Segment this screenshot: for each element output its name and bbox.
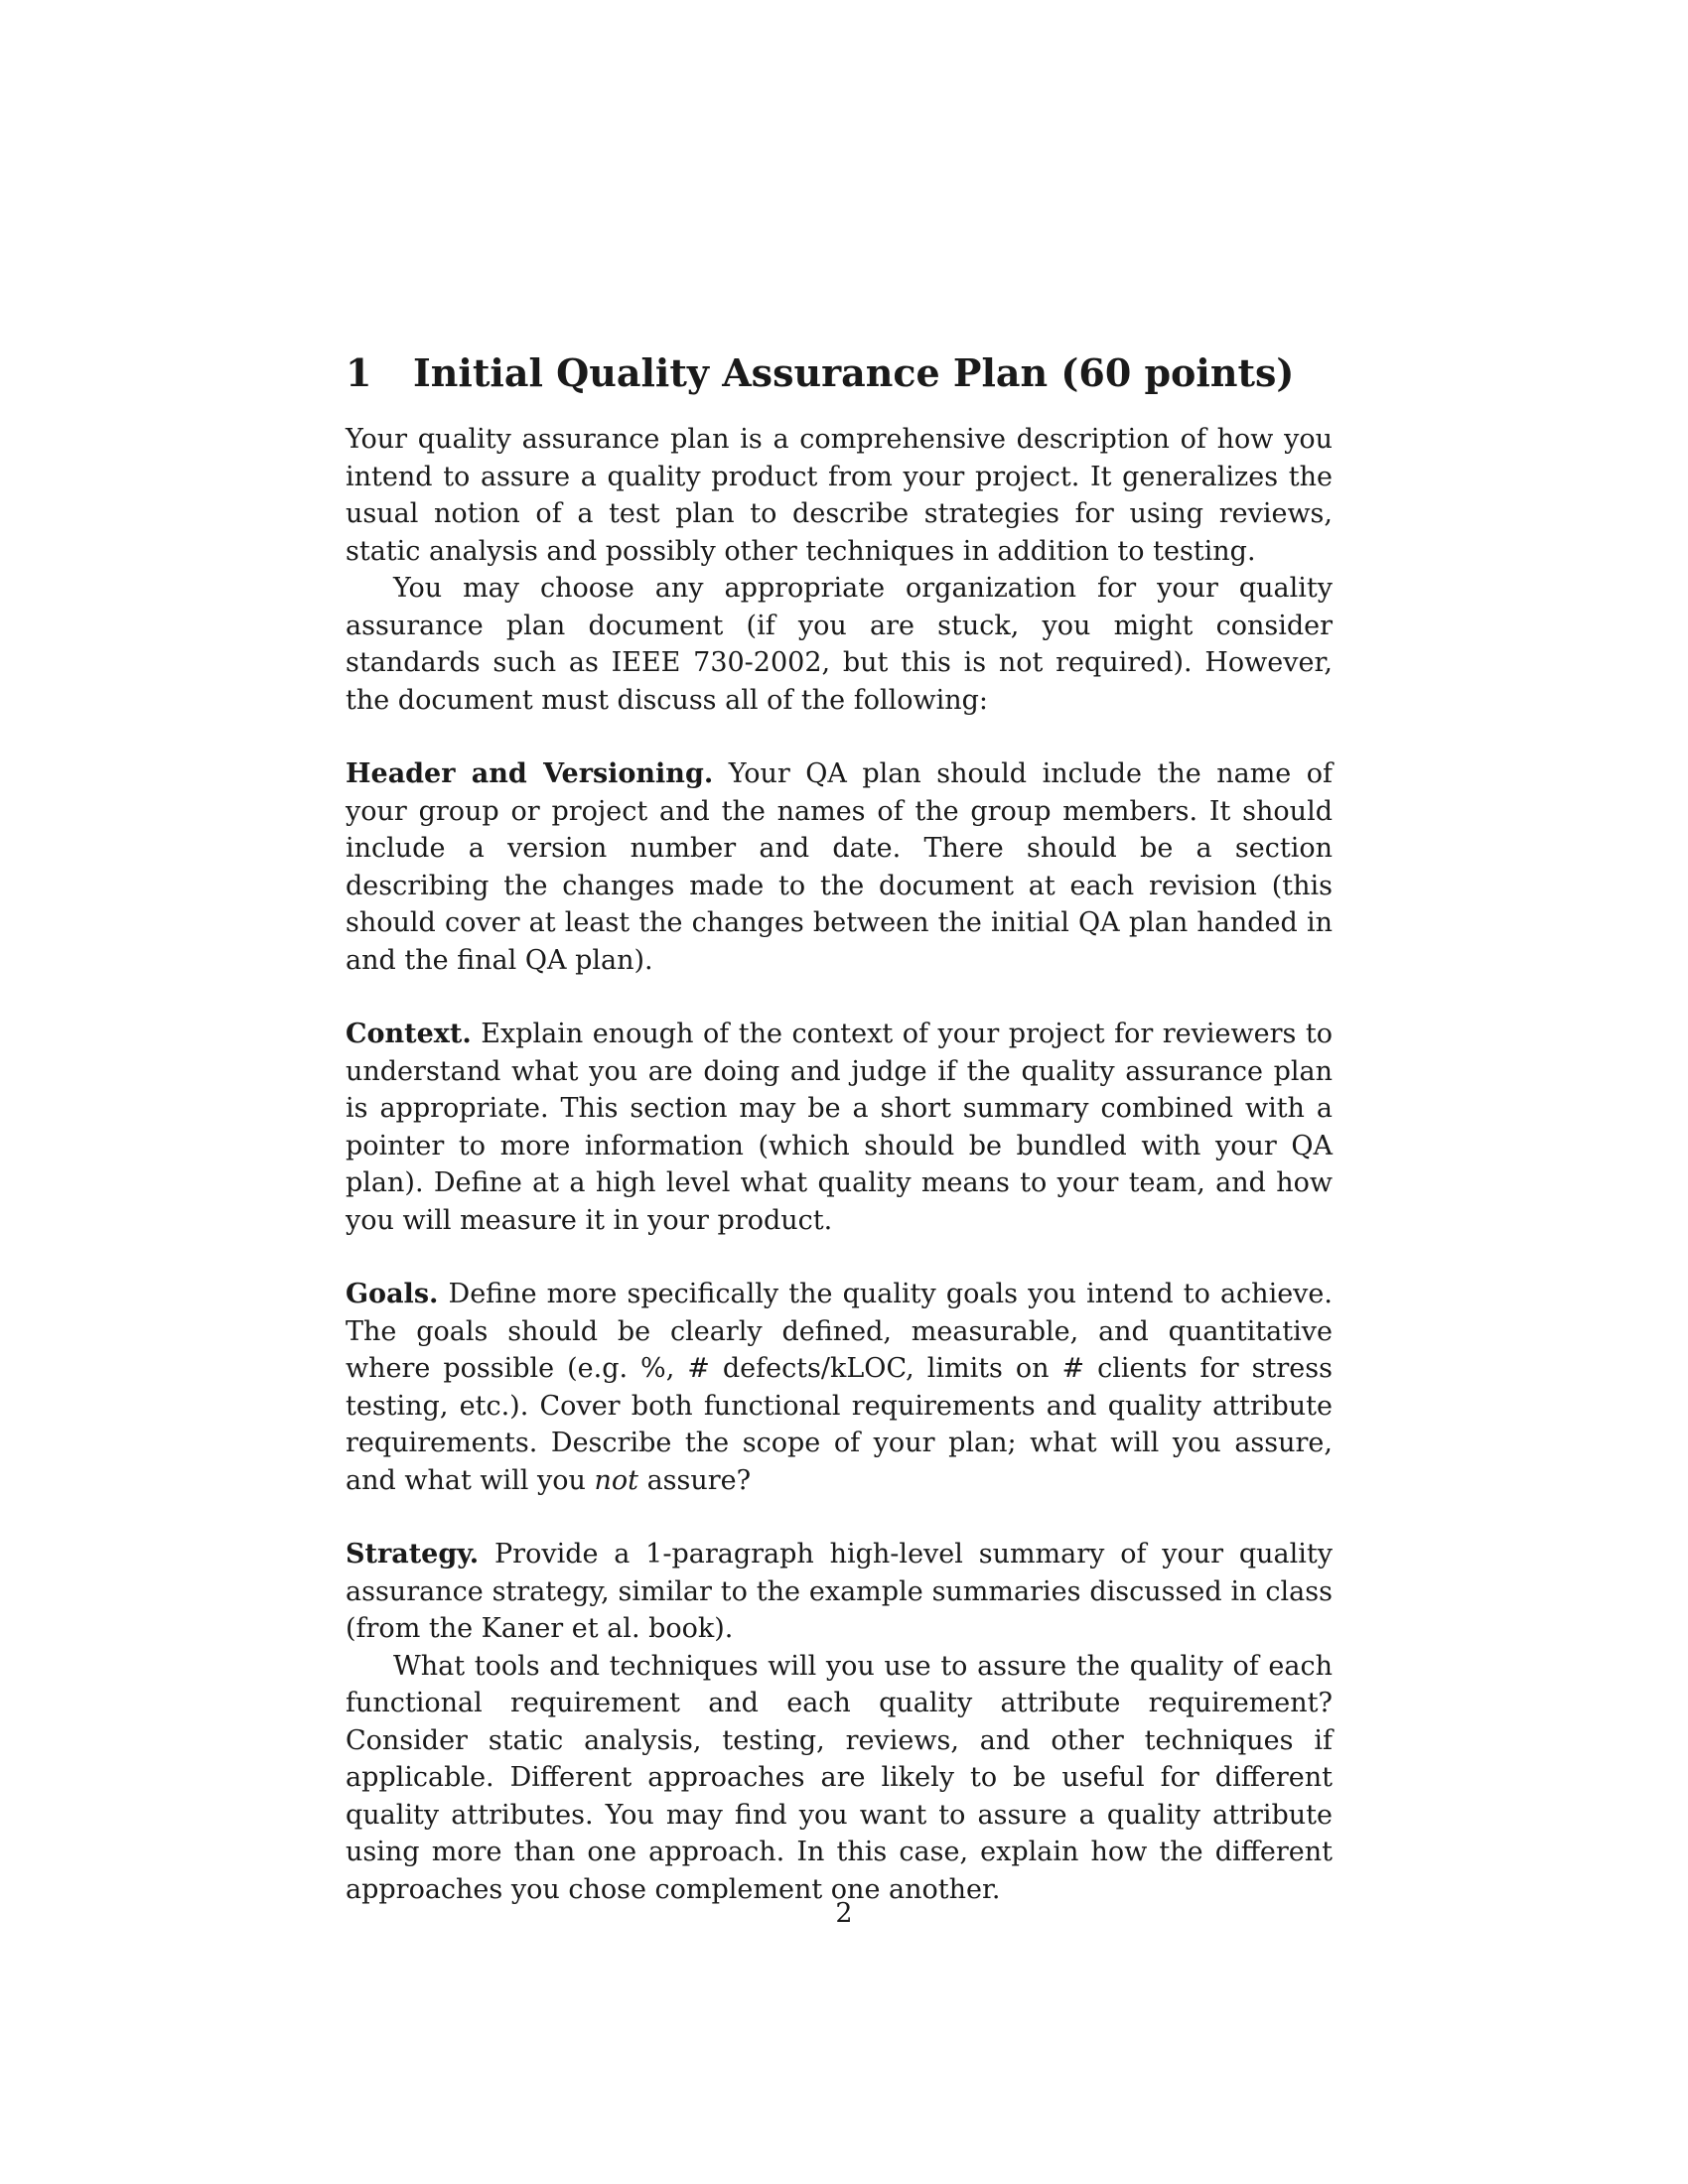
header-versioning-paragraph <box>346 755 1333 979</box>
strategy-paragraph-2: What tools and techniques will you use to assure the quality of each functional requirement and each quality attribute requirement? Consider static analysis, testing, reviews, and other techniques if applicable. Different approaches are likely to be useful for different quality attributes. You may find you want to assure a quality attribute using more than one approach. In this case, explain how the different approaches you chose complement one another. <box>346 1650 1333 1905</box>
context-heading: Context. <box>346 1019 472 1049</box>
goals-heading: Goals. <box>346 1279 439 1309</box>
goals-emphasis: not <box>594 1464 638 1496</box>
document-page <box>346 349 1333 1908</box>
context-paragraph <box>346 1016 1333 1239</box>
strategy-section <box>346 1536 1333 1908</box>
goals-text: Define more specifically the quality goals you intend to achieve. The goals should be clearly defined, measurable, and quantitative where possible (e.g. %, # defects/kLOC, limits on # clients for stress testing, etc.). Cover both functional requirements and quality attribute requirements. Describe the scope of your plan; what will you assure, and what will you <box>346 1279 1333 1496</box>
section-title: Initial Quality Assurance Plan (60 points) <box>413 350 1295 395</box>
goals-section <box>346 1276 1333 1499</box>
context-text: Explain enough of the context of your project for reviewers to understand what you are doing and judge if the quality assurance plan is appropriate. This section may be a short summary combined with a pointer to more information (which should be bundled with your QA plan). Define at a high level what quality means to your team, and how you will measure it in your product. <box>346 1019 1333 1236</box>
strategy-text: Provide a 1-paragraph high-level summary of your quality assurance strategy, similar to the example summaries discussed in class (from the Kaner et al. book). <box>346 1539 1333 1644</box>
section-heading <box>346 349 1333 397</box>
header-versioning-text: Your QA plan should include the name of your group or project and the names of the group members. It should include a version number and date. There should be a section describing the changes made to the document at each revision (this should cover at least the changes between the initial QA plan handed in and the final QA plan). <box>346 758 1334 976</box>
section-number: 1 <box>346 350 372 395</box>
goals-paragraph <box>346 1276 1333 1499</box>
intro-paragraph-2: You may choose any appropriate organization for your quality assurance plan document (if you are stuck, you might consider standards such as IEEE 730-2002, but this is not required). However, the document must discuss all of the following: <box>346 573 1333 716</box>
strategy-heading: Strategy. <box>346 1539 480 1570</box>
strategy-paragraph-1 <box>346 1536 1333 1648</box>
header-versioning-section <box>346 755 1333 979</box>
page-number: 2 <box>835 1898 853 1929</box>
goals-text-end: assure? <box>646 1464 752 1496</box>
context-section <box>346 1016 1333 1239</box>
header-versioning-heading: Header and Versioning. <box>346 758 714 789</box>
intro-paragraph-1: Your quality assurance plan is a comprehensive description of how you intend to assure a quality product from your project. It generalizes the usual notion of a test plan to describe strategies for using reviews, static analysis and possibly other techniques in addition to testing. <box>346 424 1333 567</box>
